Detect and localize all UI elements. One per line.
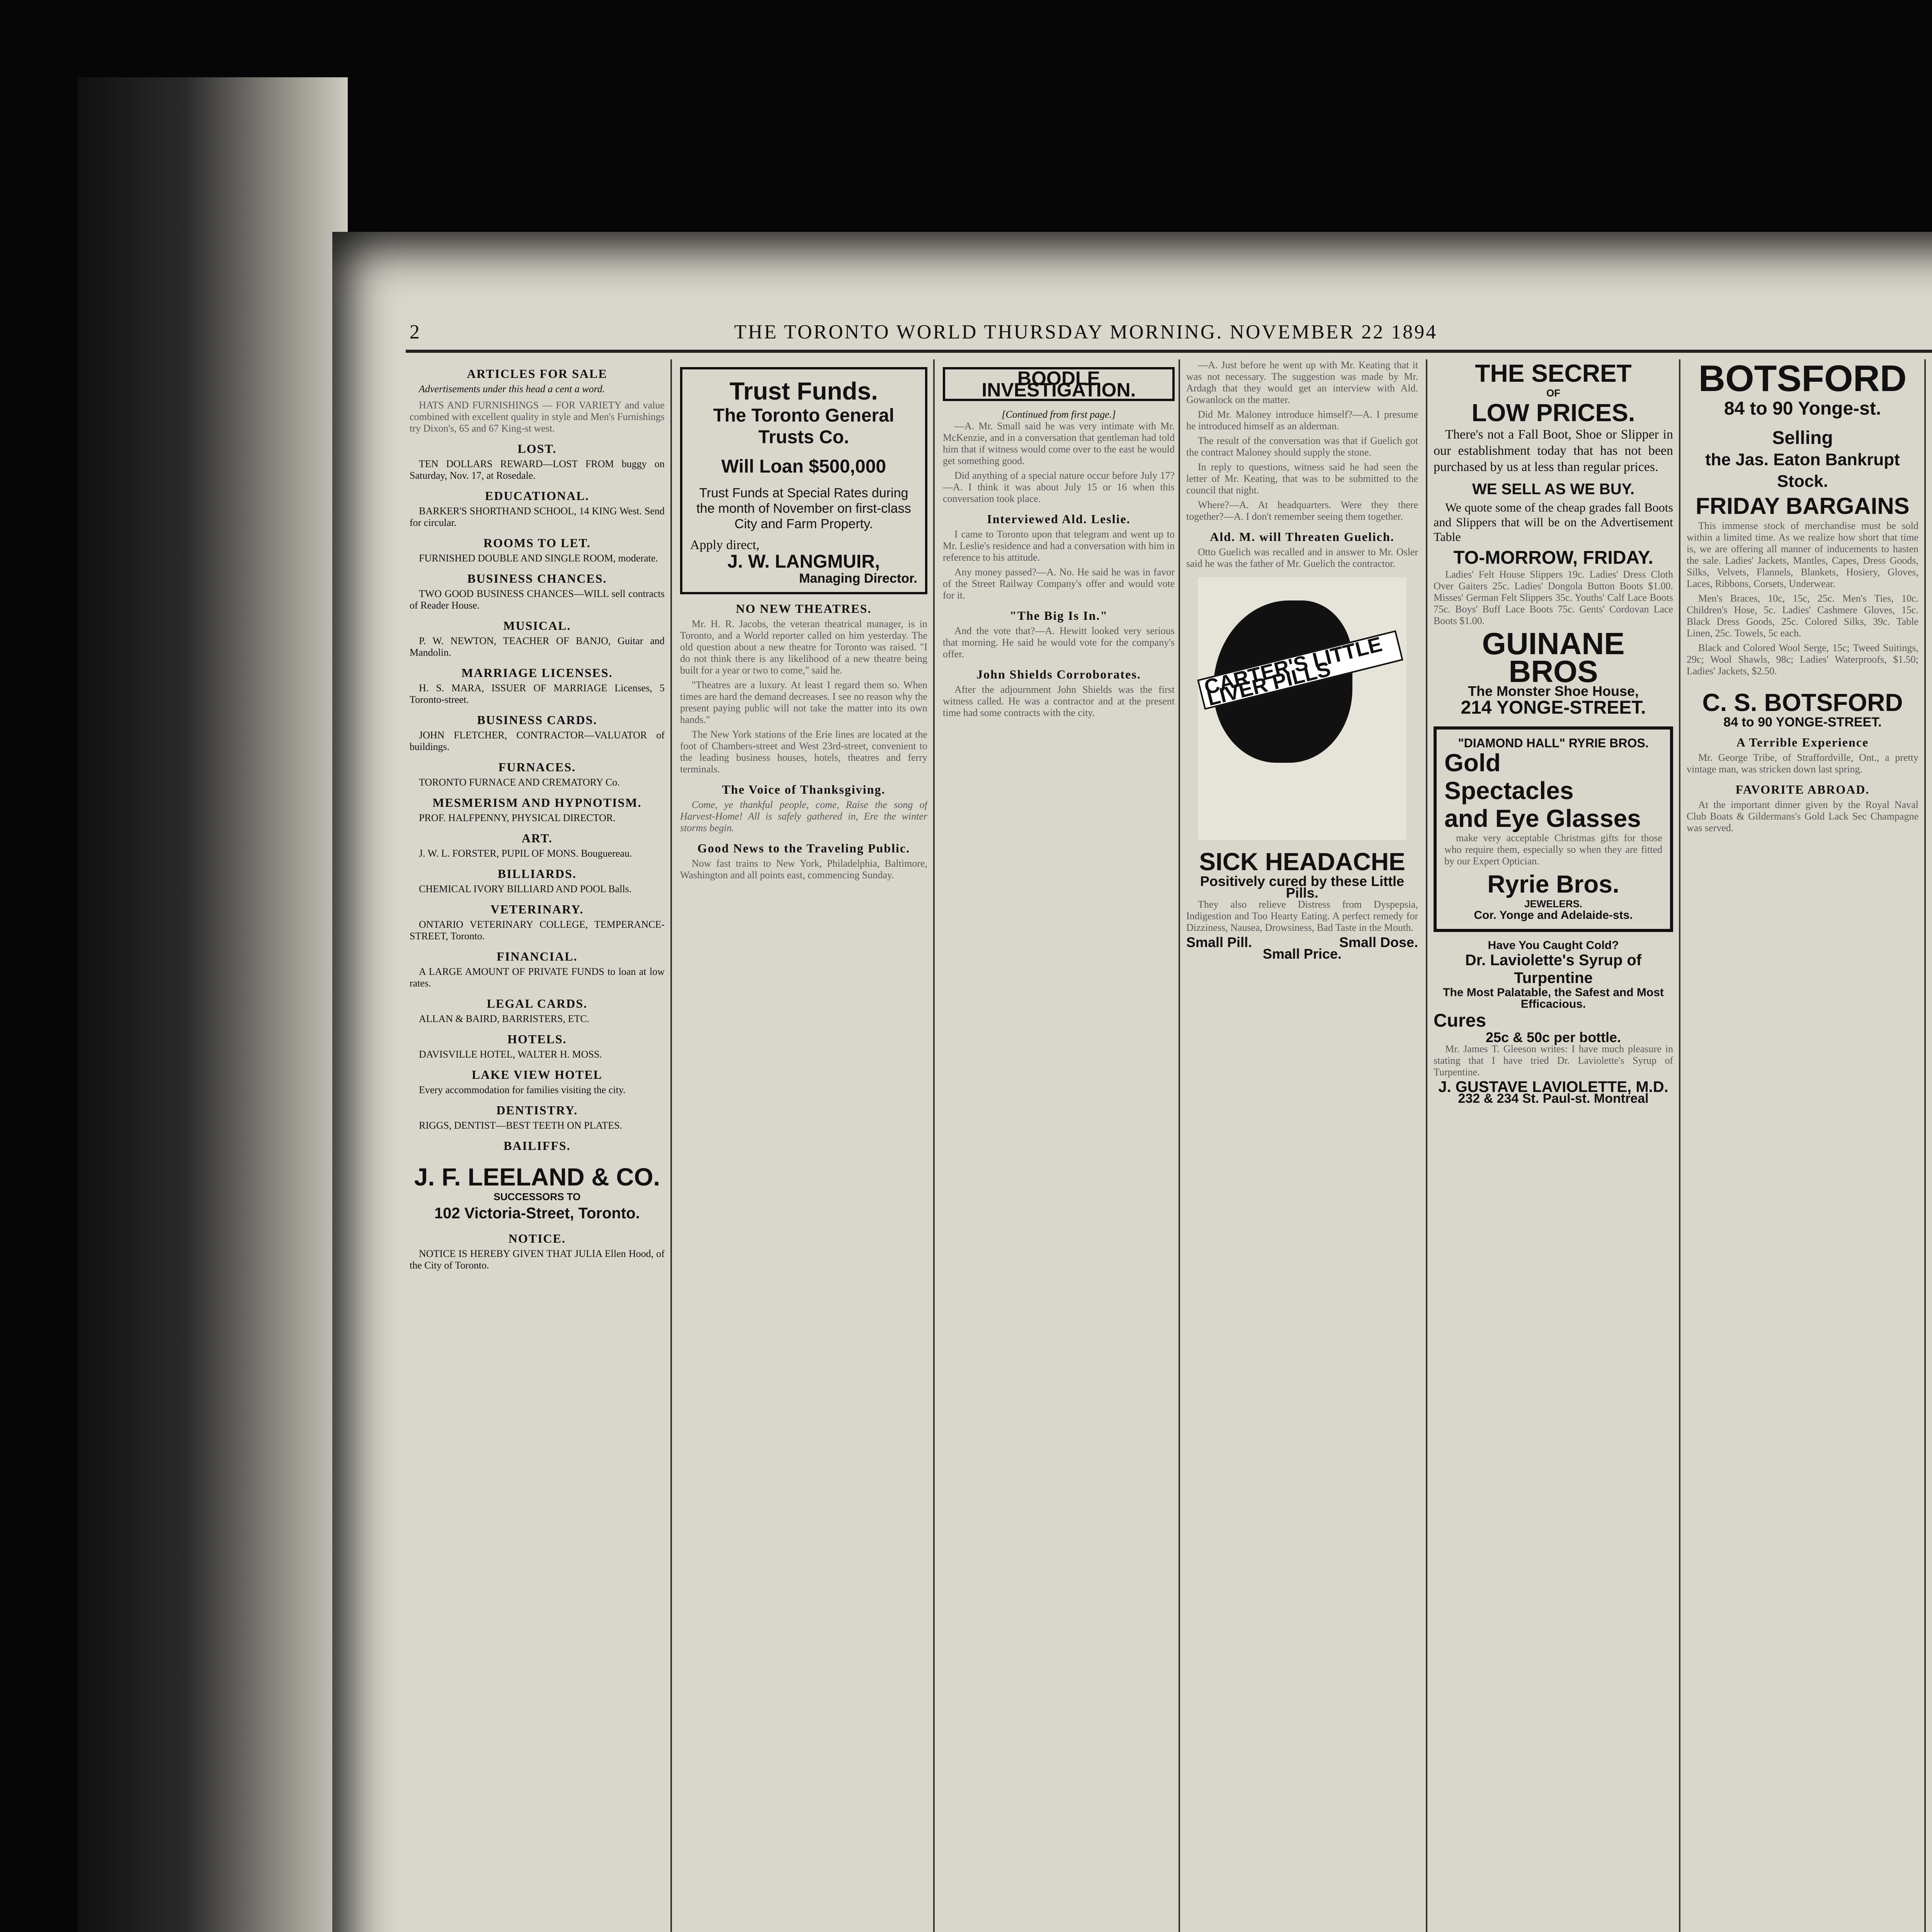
section-heading: ARTICLES FOR SALE (467, 367, 607, 381)
classified-entry: BARKER'S SHORTHAND SCHOOL, 14 KING West. Send for circular. (410, 505, 665, 528)
syrup-name: Dr. Laviolette's Syrup of Turpentine (1465, 952, 1642, 986)
classified-entry: FURNISHED DOUBLE AND SINGLE ROOM, moderate. (419, 553, 658, 564)
classified-section-heading: VETERINARY. (490, 902, 584, 916)
no-theatres-heading: NO NEW THEATRES. (736, 602, 872, 616)
article-body: And the vote that?—A. Hewitt looked very serious that morning. He said he would vote for the company's offer. (943, 625, 1175, 660)
boodle-title: BOODLE INVESTIGATION. (981, 367, 1136, 401)
classified-entry: H. S. MARA, ISSUER OF MARRIAGE Licenses, 5 Toronto-street. (410, 682, 665, 705)
classified-section-heading: LOST. (517, 442, 557, 456)
classified-entry: TWO GOOD BUSINESS CHANCES—WILL sell contracts of Reader House. (410, 588, 665, 611)
syrup-price: 25c & 50c per bottle. (1485, 1029, 1621, 1045)
classified-entry: A LARGE AMOUNT OF PRIVATE FUNDS to loan at low rates. (410, 966, 665, 989)
classified-section-heading: LEGAL CARDS. (486, 997, 588, 1010)
boodle-column (943, 359, 1175, 1932)
article-body: Now fast trains to New York, Philadelphia, Baltimore, Washington and all points east, commencing Sunday. (680, 858, 927, 881)
terrible-heading: A Terrible Experience (1736, 735, 1869, 749)
article-body: Any money passed?—A. No. He said he was in favor of the Street Railway Company's offer and would vote for it. (943, 566, 1175, 601)
carters-pills-ad-image (1198, 577, 1406, 840)
sick-sub: Positively cured by these Little Pills. (1200, 873, 1405, 901)
selling-label: Selling (1772, 428, 1833, 448)
interviewed-heading: Interviewed Ald. Leslie. (987, 512, 1131, 526)
classified-section-heading: HOTELS. (507, 1032, 567, 1046)
botsford-list: This immense stock of merchandise must be sold within a limited time. As we realize how short that time is, we are offering all manner of inducements to hasten the sale. Ladies' Jackets, Mantles, Capes, Dress Goods, Silks, Velvets, Flannels, Blankets, Hosiery, Gloves, Laces, Ribbons, Corsets, Underwear. (1687, 520, 1918, 589)
cures-label: Cures (1434, 1010, 1486, 1031)
secret-low-prices-column (1434, 359, 1673, 1932)
doctor-address: 232 & 234 St. Paul-st. Montreal (1458, 1091, 1649, 1106)
botsford-address: 84 to 90 Yonge-st. (1724, 398, 1881, 419)
classified-entry: PROF. HALFPENNY, PHYSICAL DIRECTOR. (419, 812, 616, 823)
botsford-footer-address: 84 to 90 YONGE-STREET. (1723, 715, 1882, 730)
classified-section-heading: EDUCATIONAL. (485, 489, 589, 503)
trust-funds-ad (680, 367, 927, 594)
classified-entry: JOHN FLETCHER, CONTRACTOR—VALUATOR of buildings. (410, 730, 665, 752)
classified-sections (410, 443, 665, 1151)
article-body: —A. Mr. Small said he was very intimate with Mr. McKenzie, and in a conversation that gentleman had told him that if witness would come over to the east he would get something good. (943, 420, 1175, 466)
classified-section-heading: MESMERISM AND HYPNOTISM. (432, 796, 642, 810)
article-body: Did Mr. Maloney introduce himself?—A. I presume he introduced himself as an alderman. (1186, 409, 1418, 432)
trust-manager: J. W. LANGMUIR, (727, 551, 880, 572)
favorite-heading: FAVORITE ABROAD. (1735, 782, 1870, 796)
botsford-list: Men's Braces, 10c, 15c, 25c. Men's Ties, 10c. Children's Hose, 5c. Ladies' Cashmere Gloves, 15c. Black Dress Goods, 25c. Colored Silks, 39c. Table Linen, 25c. Towels, 5c each. (1687, 593, 1918, 639)
classified-section-heading: MARRIAGE LICENSES. (461, 666, 613, 680)
eaton-stock: the Jas. Eaton Bankrupt Stock. (1705, 450, 1900, 491)
tomorrow-friday: TO-MORROW, FRIDAY. (1453, 548, 1653, 568)
classified-section-heading: BUSINESS CARDS. (477, 713, 597, 727)
gold-line-3: and Eye Glasses (1444, 804, 1641, 832)
column-rule (1924, 359, 1926, 1932)
article-body: Where?—A. At headquarters. Were they there together?—A. I don't remember seeing them together. (1186, 499, 1418, 522)
threaten-heading: Ald. M. will Threaten Guelich. (1210, 530, 1395, 544)
classified-section-heading: ROOMS TO LET. (483, 536, 591, 550)
ryrie-address: Cor. Yonge and Adelaide-sts. (1474, 909, 1633, 922)
masthead-rule (406, 350, 1932, 353)
article-body: Did anything of a special nature occur before July 17?—A. I think it was about July 15 or 16 when this conversation took place. (943, 470, 1175, 504)
article-body: The New York stations of the Erie lines are located at the foot of Chambers-street and West 23rd-street, convenient to the leading business houses, hotels, theatres and ferry terminals. (680, 729, 927, 775)
classified-entry: CHEMICAL IVORY BILLIARD AND POOL Balls. (419, 883, 632, 895)
low-prices-title: LOW PRICES. (1471, 399, 1635, 427)
masthead (386, 321, 1932, 344)
guinane-sub: The Monster Shoe House, (1468, 683, 1639, 699)
page-number: 2 (410, 321, 421, 343)
ryrie-sub: JEWELERS. (1524, 898, 1583, 910)
classified-entry: P. W. NEWTON, TEACHER OF BANJO, Guitar and Mandolin. (410, 635, 665, 658)
notice-text: NOTICE IS HEREBY GIVEN THAT JULIA Ellen Hood, of the City of Toronto. (410, 1248, 665, 1271)
classified-entry: TORONTO FURNACE AND CREMATORY Co. (419, 777, 620, 788)
article-body: The result of the conversation was that if Guelich got the contract Maloney should supply the stone. (1186, 435, 1418, 458)
classifieds-note: Advertisements under this head a cent a word. (419, 383, 605, 395)
classified-entry: J. W. L. FORSTER, PUPIL OF MONS. Bouguereau. (419, 848, 632, 859)
botsford-list: Black and Colored Wool Serge, 15c; Tweed Suitings, 29c; Wool Shawls, 98c; Ladies' Waterproofs, $1.50; Ladies' Jackets, $2.50. (1687, 642, 1918, 677)
big-is-in-heading: "The Big Is In." (1009, 609, 1108, 622)
notice-heading: NOTICE. (508, 1231, 566, 1245)
classified-section-heading: DENTISTRY. (496, 1103, 578, 1117)
trust-loan: Will Loan $500,000 (721, 456, 886, 477)
boodle-headline-box (943, 367, 1175, 401)
botsford-footer-name: C. S. BOTSFORD (1702, 689, 1903, 716)
bailiff-address: 102 Victoria-Street, Toronto. (434, 1205, 640, 1222)
secret-intro: There's not a Fall Boot, Shoe or Slipper in our establishment today that has not been purchased by us at less than regular prices. (1434, 427, 1673, 474)
classified-section-heading: ART. (521, 831, 553, 845)
bailiff-sub: SUCCESSORS TO (493, 1191, 581, 1202)
page-title-line: THE TORONTO WORLD THURSDAY MORNING. NOVEMBER 22 1894 (734, 321, 1438, 343)
shoe-price-list: Ladies' Felt House Slippers 19c. Ladies' Dress Cloth Over Gaiters 25c. Ladies' Dongola Button Boots $1.00. Misses' German Felt Slippers 35c. Youths' Calf Lace Boots 75c. Boys' Buff Lace Boots 75c. Gents' Cordovan Lace Boots $1.00. (1434, 569, 1673, 626)
classified-section-heading: BILLIARDS. (497, 867, 577, 881)
voice-heading: The Voice of Thanksgiving. (722, 782, 886, 796)
classified-entry: RIGGS, DENTIST—BEST TEETH ON PLATES. (419, 1120, 622, 1131)
classified-section-heading: BUSINESS CHANCES. (467, 571, 607, 585)
carters-label: CARTER'S LITTLE LIVER PILLS (1197, 630, 1403, 710)
trust-company: The Toronto General Trusts Co. (713, 405, 895, 447)
friday-bargains: FRIDAY BARGAINS (1696, 493, 1910, 519)
gold-line-2: Spectacles (1444, 777, 1574, 804)
column-rule (1179, 359, 1180, 1932)
column-rule (1679, 359, 1680, 1932)
classified-entry: Every accommodation for families visiting the city. (419, 1084, 626, 1095)
shields-heading: John Shields Corroborates. (976, 667, 1141, 681)
trust-manager-title: Managing Director. (799, 571, 917, 586)
doctor-name: J. GUSTAVE LAVIOLETTE, M.D. (1438, 1078, 1668, 1095)
classified-section-heading: LAKE VIEW HOTEL (471, 1068, 603, 1082)
good-news-heading: Good News to the Traveling Public. (697, 841, 910, 855)
article-body: I came to Toronto upon that telegram and went up to Mr. Leslie's residence and had a conversation with him in reference to his attitude. (943, 529, 1175, 563)
classified-section-heading: FURNACES. (498, 760, 576, 774)
small-pill: Small Pill. (1186, 934, 1252, 950)
gold-line-1: Gold (1444, 749, 1501, 777)
trust-apply: Apply direct, (690, 538, 760, 552)
classified-entry: DAVISVILLE HOTEL, WALTER H. MOSS. (419, 1049, 602, 1060)
sick-headache: SICK HEADACHE (1199, 848, 1405, 876)
secret-of: OF (1546, 387, 1561, 399)
ryrie-name: Ryrie Bros. (1487, 870, 1619, 898)
classified-entry: ALLAN & BAIRD, BARRISTERS, ETC. (419, 1013, 590, 1024)
trust-funds-column (680, 359, 927, 1932)
guinane-bros: GUINANE BROS (1482, 626, 1625, 689)
article-body: Otto Guelich was recalled and in answer to Mr. Osler said he was the father of Mr. Guelich the contractor. (1186, 546, 1418, 569)
column-rule (1426, 359, 1427, 1932)
article-body: Mr. H. R. Jacobs, the veteran theatrical manager, is in Toronto, and a World reporter called on him yesterday. The old question about a new theatre for Toronto was raised. "I do not think there is any likelihood of a new theatre being built for a year or two to come," said he. (680, 618, 927, 676)
syrup-body: Mr. James T. Gleeson writes: I have much pleasure in stating that I have tried Dr. Laviolette's Syrup of Turpentine. (1434, 1043, 1673, 1078)
classified-entry: TEN DOLLARS REWARD—LOST FROM buggy on Saturday, Nov. 17, at Rosedale. (410, 458, 665, 481)
testimony-column (1186, 359, 1418, 1932)
bailiff-name: J. F. LEELAND & CO. (414, 1163, 660, 1191)
small-dose: Small Dose. (1339, 934, 1418, 950)
cold-question: Have You Caught Cold? (1488, 939, 1619, 952)
classifieds-column (410, 359, 665, 1932)
column-rule (933, 359, 935, 1932)
ryrie-top: "DIAMOND HALL" RYRIE BROS. (1458, 736, 1649, 750)
sell-as-buy: WE SELL AS WE BUY. (1472, 481, 1635, 498)
article-body: At the important dinner given by the Royal Naval Club Boats & Gildermans's Gold Lack Sec Champagne was served. (1687, 799, 1918, 833)
botsford-name: BOTSFORD (1698, 359, 1907, 399)
poem: Come, ye thankful people, come, Raise the song of Harvest-Home! All is safely gathered in, Ere the winter storms begin. (680, 799, 927, 833)
boodle-sub: [Continued from first page.] (1002, 409, 1116, 420)
classified-section-heading: FINANCIAL. (497, 949, 578, 963)
classified-section-heading: BAILIFFS. (503, 1139, 571, 1153)
article-body: Mr. George Tribe, of Straffordville, Ont., a pretty vintage man, was stricken down last spring. (1687, 752, 1918, 775)
trust-description: Trust Funds at Special Rates during the month of November on first-class City and Farm Property. (696, 486, 911, 531)
ryrie-ad (1434, 726, 1673, 932)
ryrie-body: make very acceptable Christmas gifts for those who require them, especially so when they are fitted by our Expert Optician. (1444, 832, 1662, 867)
article-body: In reply to questions, witness said he had seen the letter of Mr. Keating, that was to be submitted to the council that night. (1186, 461, 1418, 496)
small-price: Small Price. (1262, 946, 1342, 962)
article-body: After the adjournment John Shields was the first witness called. He was a contractor and at the present time had some contracts with the city. (943, 684, 1175, 718)
left-page-fold (77, 77, 348, 1932)
trust-title: Trust Funds. (730, 377, 878, 405)
guinane-address: 214 YONGE-STREET. (1461, 697, 1646, 718)
secret-title: THE SECRET (1475, 359, 1632, 387)
column-rule (670, 359, 672, 1932)
ad-body: They also relieve Distress from Dyspepsia, Indigestion and Too Hearty Eating. A perfect remedy for Dizziness, Nausea, Drowsiness, Bad Taste in the Mouth. (1186, 899, 1418, 933)
article-body: —A. Just before he went up with Mr. Keating that it was not necessary. The suggestion was made by Mr. Ardagh that they would get an interview with Ald. Gowanlock on the matter. (1186, 359, 1418, 405)
classified-entry: ONTARIO VETERINARY COLLEGE, TEMPERANCE-STREET, Toronto. (410, 919, 665, 942)
classified-filler: HATS AND FURNISHINGS — FOR VARIETY and value combined with excellent quality in style and Men's Furnishings try Dixon's, 65 and 67 King-st west. (410, 400, 665, 434)
syrup-sub: The Most Palatable, the Safest and Most Efficacious. (1443, 986, 1664, 1010)
quote-text: We quote some of the cheap grades fall Boots and Slippers that will be on the Advertisement Table (1434, 500, 1673, 544)
article-body: "Theatres are a luxury. At least I regard them so. When times are hard the demand decreases. I see no reason why the present paying public will not take the matter into its own hands." (680, 679, 927, 725)
botsford-column (1687, 359, 1918, 1932)
classified-section-heading: MUSICAL. (503, 619, 571, 633)
